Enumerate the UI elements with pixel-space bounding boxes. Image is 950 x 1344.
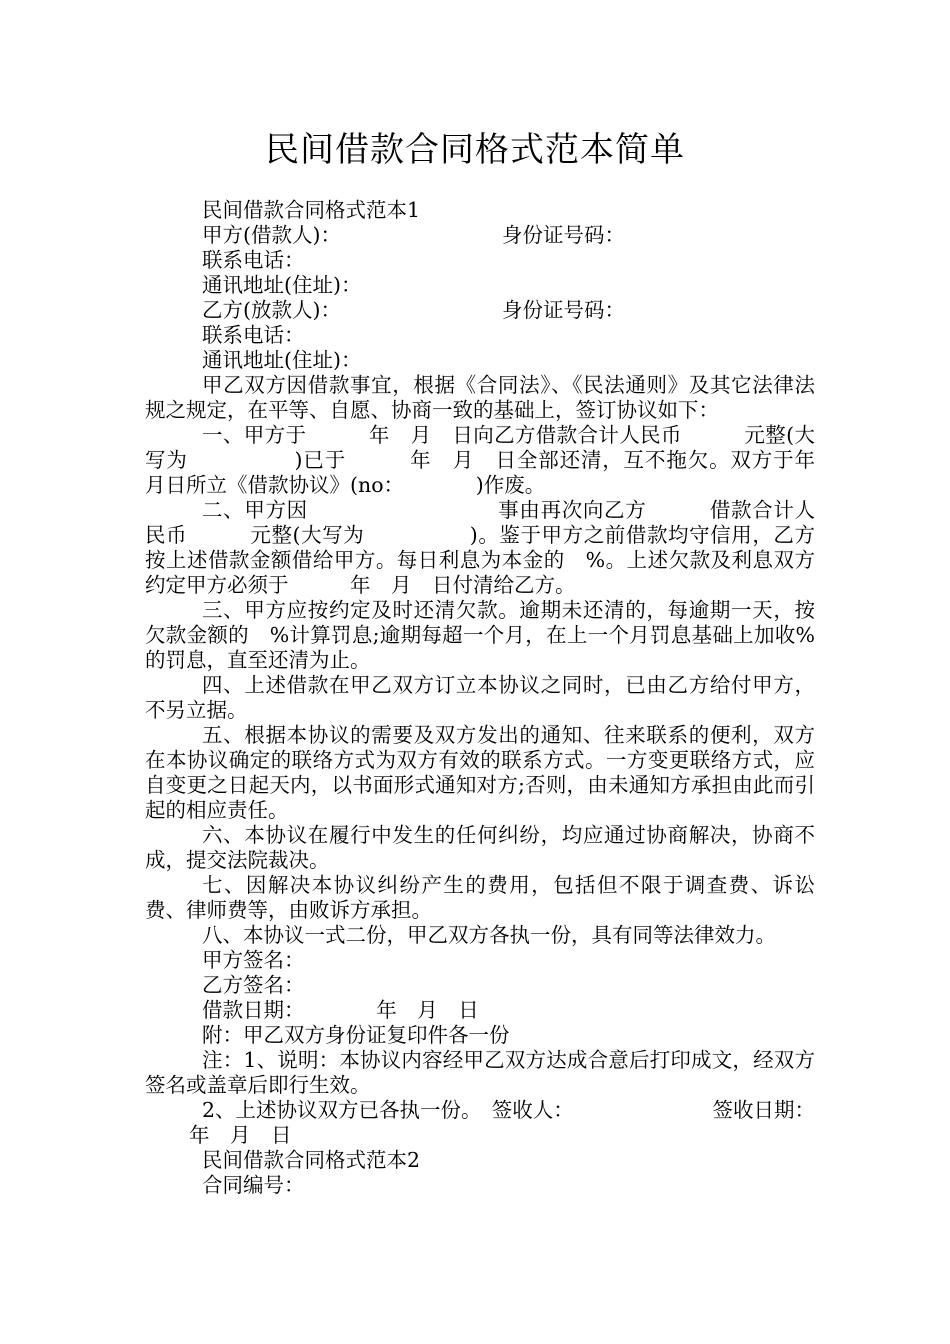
clause-7: 七、因解决本协议纠纷产生的费用，包括但不限于调查费、诉讼费、律师费等，由败诉方承担。 [145, 873, 815, 922]
clause-1: 一、甲方于 年 月 日向乙方借款合计人民币 元整(大写为 )已于 年 月 日全部还清，互不拖欠。双方于年 月日所立《借款协议》(no： )作废。 [145, 423, 836, 497]
party-b-id-label: 身份证号码： [502, 298, 625, 322]
note-2-row [145, 1098, 815, 1123]
party-b-phone: 联系电话： [202, 323, 305, 347]
party-a-address: 通讯地址(住址)： [202, 273, 362, 297]
clause-5: 五、根据本协议的需要及双方发出的通知、往来联系的便利，双方在本协议确定的联络方式为双方有效的联系方式。一方变更联络方式，应自变更之日起天内，以书面形式通知对方;否则，由未通知方承担由此而引起的相应责任。 [145, 723, 815, 822]
party-b-signature: 乙方签名： [202, 973, 305, 997]
clause-2: 二、甲方因 事由再次向乙方 借款合计人民币 元整(大写为 )。鉴于甲方之前借款均守信用，乙方按上述借款金额借给甲方。每日利息为本金的 %。上述欠款及利息双方约定甲方必须于 年 月 日付清给乙方。 [145, 498, 815, 597]
receipt-date-ymd: 年 月 日 [189, 1123, 292, 1147]
intro-paragraph: 甲乙双方因借款事宜，根据《合同法》、《民法通则》及其它法律法规之规定，在平等、自愿、协商一致的基础上，签订协议如下： [145, 373, 815, 422]
contract-number: 合同编号： [202, 1173, 305, 1197]
party-a-id-label: 身份证号码： [502, 223, 625, 247]
document-title: 民间借款合同格式范本简单 [265, 130, 685, 170]
attachment-note: 附：甲乙双方身份证复印件各一份 [202, 1023, 510, 1047]
party-a-signature: 甲方签名： [202, 948, 305, 972]
party-b-label: 乙方(放款人)： [202, 298, 341, 322]
party-b-address: 通讯地址(住址)： [202, 348, 362, 372]
clause-8: 八、本协议一式二份，甲乙双方各执一份，具有同等法律效力。 [202, 923, 776, 947]
document-body [145, 198, 836, 1198]
party-a-label: 甲方(借款人)： [202, 223, 341, 247]
party-a-phone: 联系电话： [202, 248, 305, 272]
sample1-heading: 民间借款合同格式范本1 [202, 198, 421, 222]
loan-date: 借款日期： 年 月 日 [202, 998, 479, 1022]
clause-6: 六、本协议在履行中发生的任何纠纷，均应通过协商解决，协商不成，提交法院裁决。 [145, 823, 815, 872]
receipt-date-label: 签收日期： [712, 1098, 815, 1122]
note-1: 注：1、说明：本协议内容经甲乙双方达成合意后打印成文，经双方签名或盖章后即行生效。 [145, 1048, 815, 1097]
note-2: 2、上述协议双方已各执一份。 签收人： [202, 1098, 574, 1122]
party-a-row [145, 223, 815, 248]
party-b-row [145, 298, 815, 323]
clause-4: 四、上述借款在甲乙双方订立本协议之同时，已由乙方给付甲方，不另立据。 [145, 673, 815, 722]
clause-3: 三、甲方应按约定及时还清欠款。逾期未还清的，每逾期一天，按欠款金额的 %计算罚息;逾期每超一个月，在上一个月罚息基础上加收%的罚息，直至还清为止。 [145, 598, 815, 672]
sample2-heading: 民间借款合同格式范本2 [202, 1148, 421, 1172]
